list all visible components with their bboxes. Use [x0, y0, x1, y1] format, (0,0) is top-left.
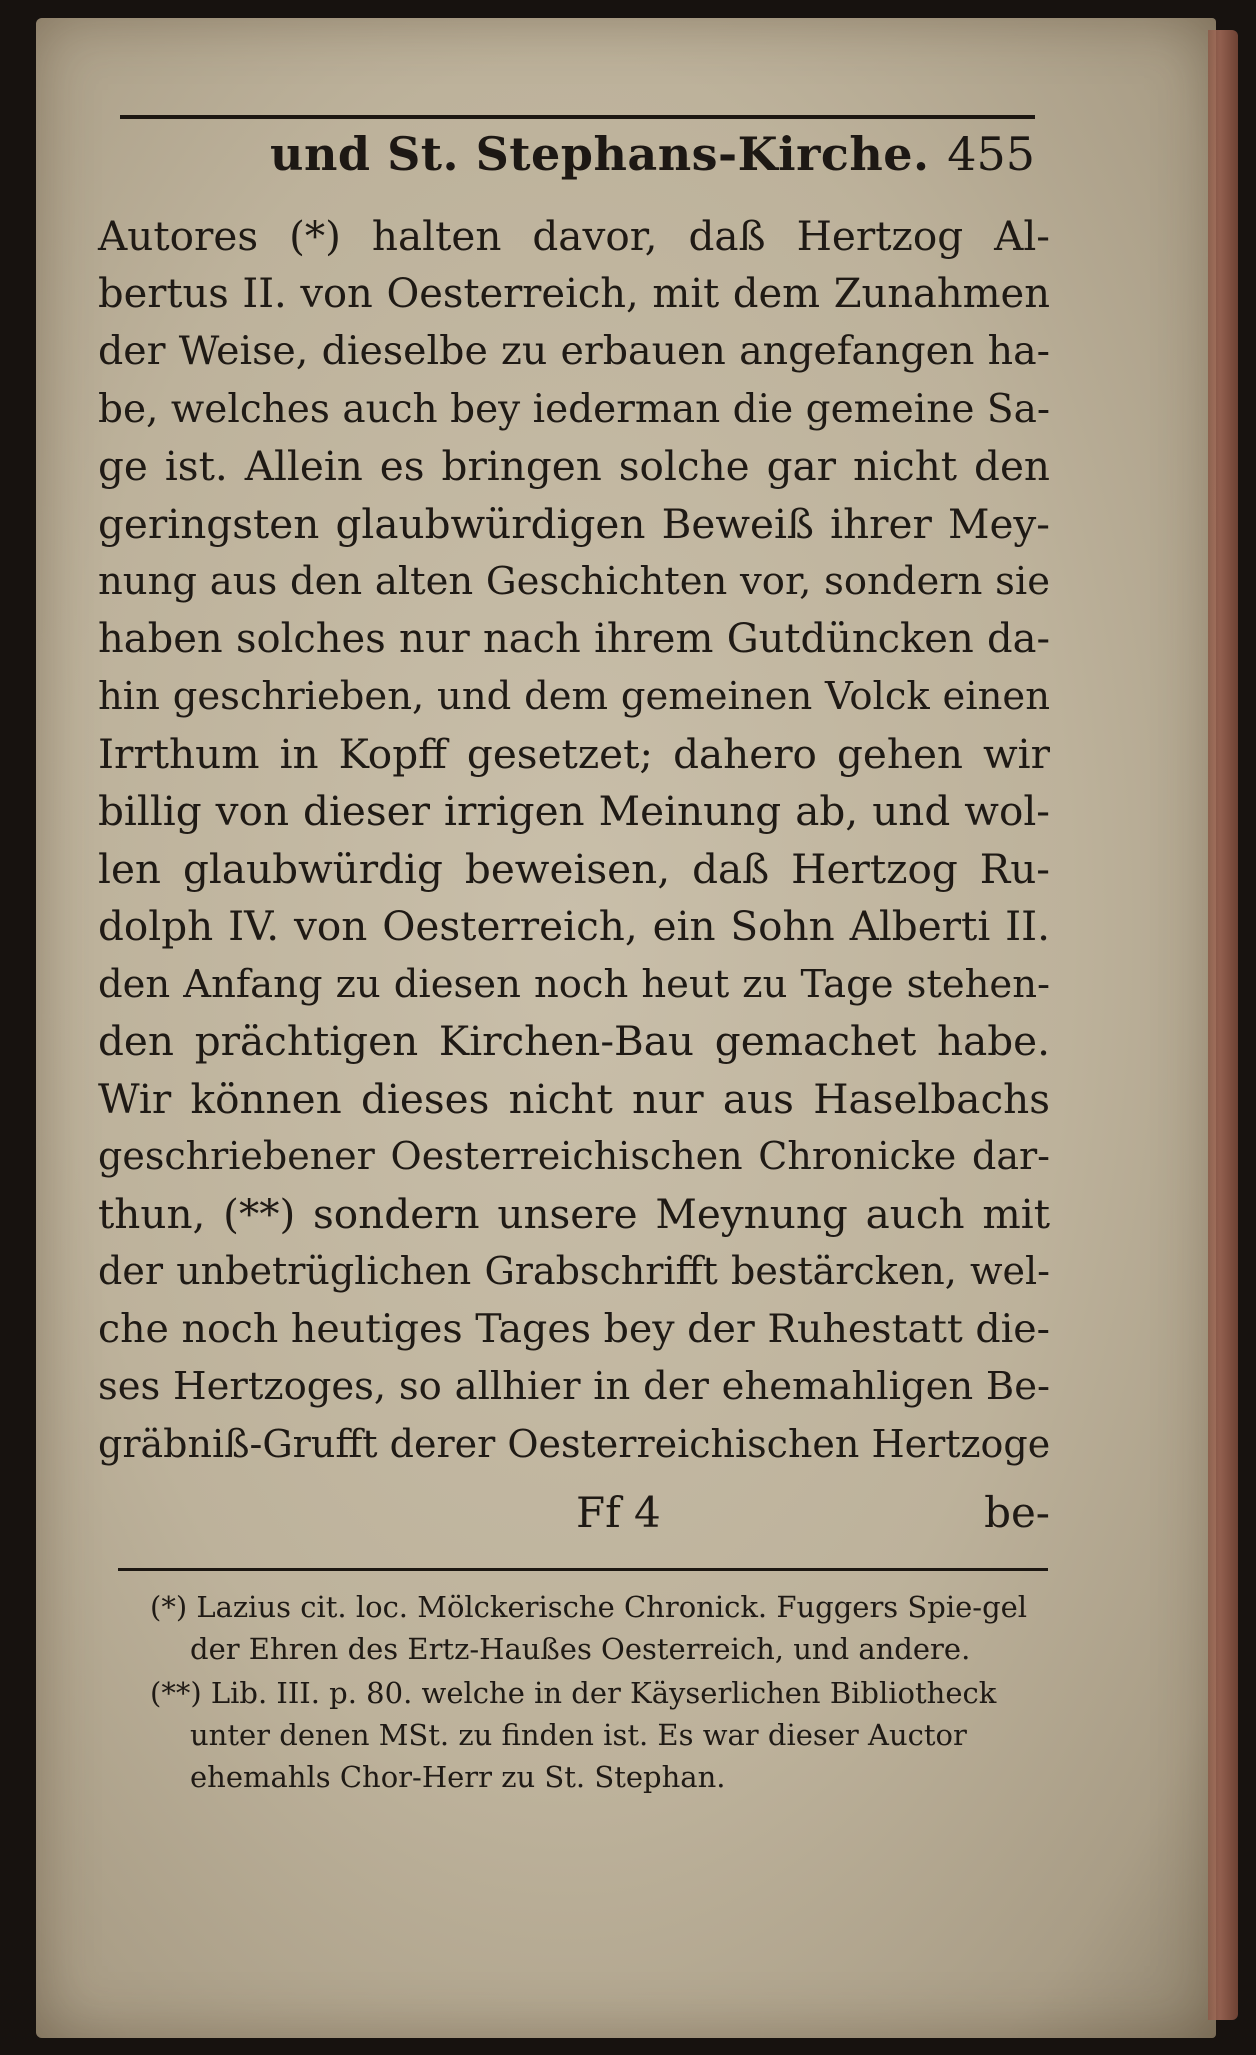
footnote: (*) Lazius cit. loc. Mölckerische Chronick. Fuggers Spie-gel der Ehren des Ertz-Haußes Oesterreich, und andere.	[150, 1590, 1028, 1666]
text-line: hin geschrieben, und dem gemeinen Volck einen	[98, 674, 1050, 719]
text-line: ses Hertzoges, so allhier in der ehemahligen Be-	[98, 1364, 1050, 1409]
text-line: haben solches nur nach ihrem Gutdüncken da-	[98, 615, 1050, 662]
text-line: den Anfang zu diesen noch heut zu Tage stehen-	[98, 961, 1050, 1007]
text-line: gräbniß-Grufft derer Oesterreichischen Hertzoge	[98, 1421, 1051, 1466]
text-line: Wir können dieses nicht nur aus Haselbachs	[98, 1074, 1050, 1123]
running-head: und St. Stephans-Kirche.	[270, 127, 930, 181]
text-line: geschriebener Oesterreichischen Chronicke dar-	[98, 1134, 1050, 1178]
text-line: bertus II. von Oesterreich, mit dem Zunahmen	[98, 270, 1050, 317]
catchword: be-	[984, 1488, 1050, 1537]
text-line: den prächtigen Kirchen-Bau gemachet habe.	[98, 1017, 1050, 1065]
text-line: billig von dieser irrigen Meinung ab, und wol-	[98, 787, 1050, 835]
text-line: Autores (*) halten davor, daß Hertzog Al-	[98, 212, 1050, 260]
text-line: ge ist. Allein es bringen solche gar nicht den	[98, 442, 1050, 490]
text-line: der unbetrüglichen Grabschrifft bestärcken, wel-	[98, 1249, 1050, 1293]
text-line: thun, (**) sondern unsere Meynung auch mit	[98, 1189, 1050, 1238]
body-text	[98, 208, 1050, 1473]
page-edge	[1208, 30, 1238, 2020]
text-line: Irrthum in Kopff gesetzet; dahero gehen wir	[98, 729, 1050, 778]
text-line: geringsten glaubwürdigen Beweiß ihrer Mey-	[98, 499, 1050, 548]
signature-mark: Ff 4	[576, 1488, 661, 1537]
page-header	[120, 115, 1035, 189]
footnote-divider	[118, 1568, 1048, 1571]
footnotes	[150, 1586, 1055, 1800]
signature-row	[98, 1488, 1050, 1544]
text-line: dolph IV. von Oesterreich, ein Sohn Alberti II.	[98, 902, 1050, 950]
text-line: len glaubwürdig beweisen, daß Hertzog Ru-	[98, 844, 1050, 893]
text-line: che noch heutiges Tages bey der Ruhestatt die-	[98, 1305, 1050, 1352]
page-number: 455	[947, 127, 1035, 181]
text-line: nung aus den alten Geschichten vor, sondern sie	[98, 559, 1050, 604]
text-line: be, welches auch bey iederman die gemeine Sa-	[98, 386, 1050, 432]
footnote: (**) Lib. III. p. 80. welche in der Käyserlichen Bibliotheck unter denen MSt. zu finden ist. Es war dieser Auctor ehemahls Chor-Herr zu St. Stephan.	[150, 1676, 997, 1794]
text-line: der Weise, dieselbe zu erbauen angefangen ha-	[98, 328, 1050, 374]
